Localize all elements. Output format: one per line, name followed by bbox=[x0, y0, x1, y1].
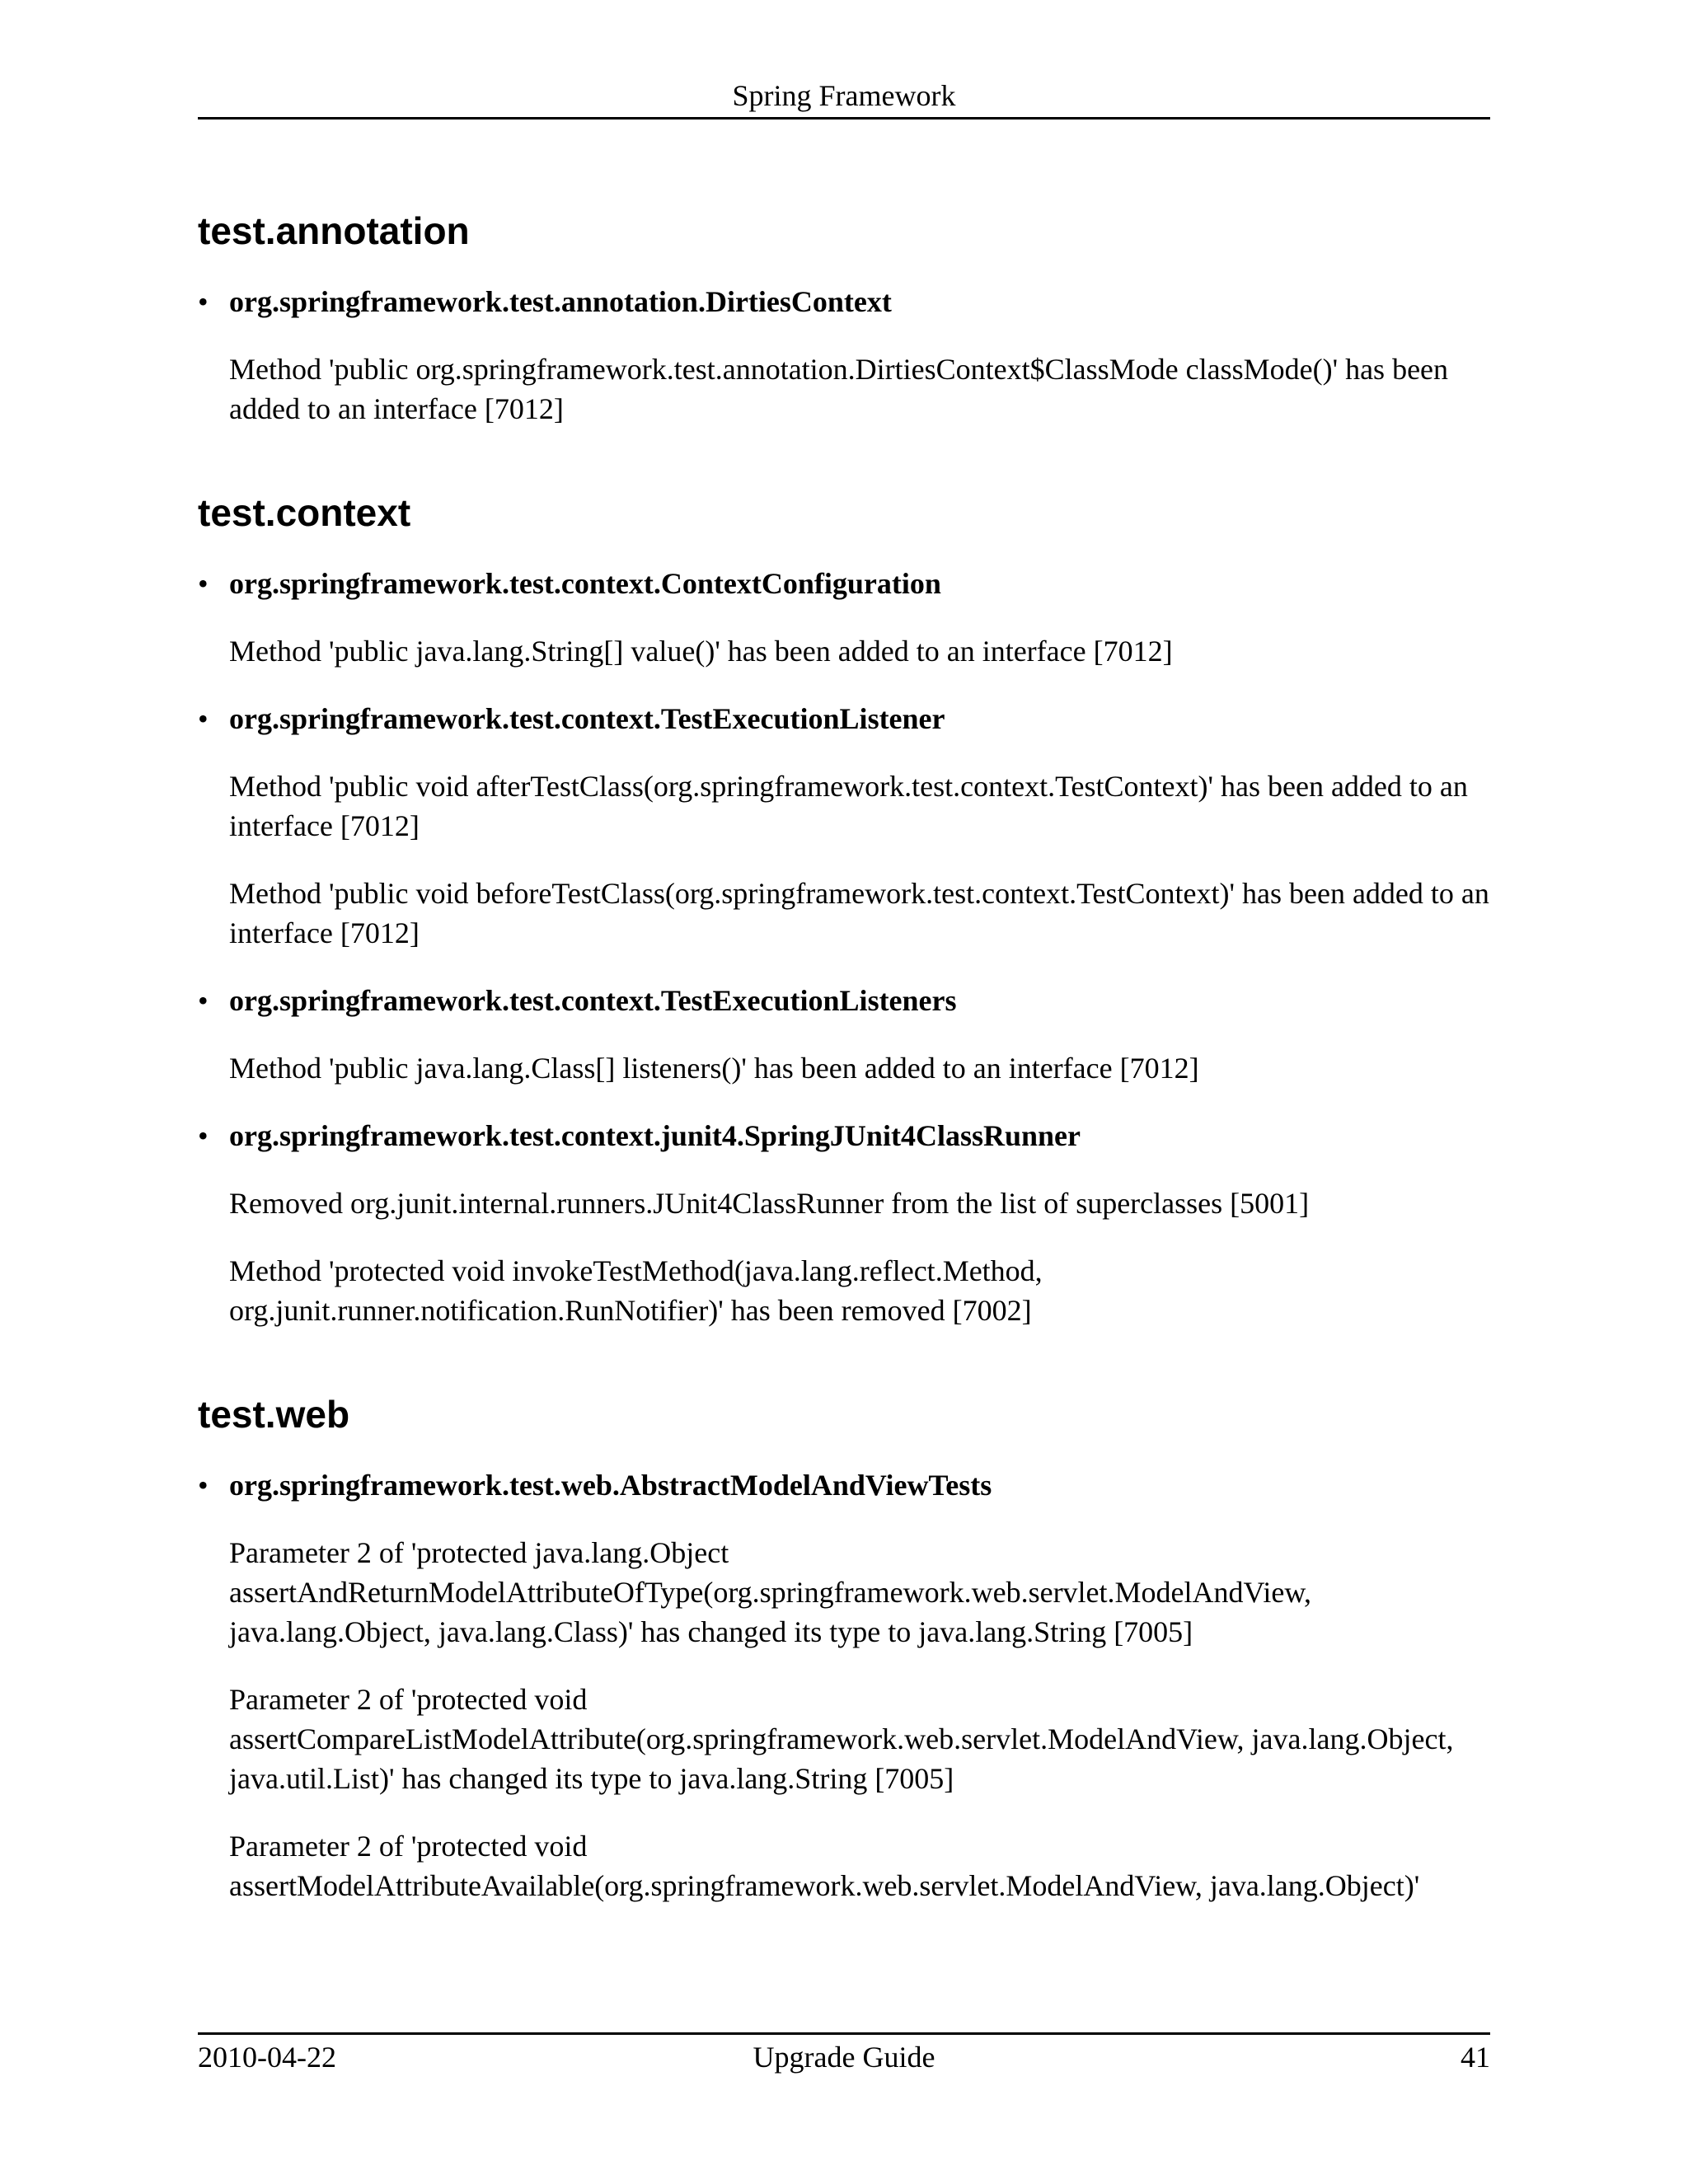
change-description: Removed org.junit.internal.runners.JUnit4ClassRunner from the list of superclasses [5001] bbox=[229, 1187, 1310, 1220]
class-name: org.springframework.test.context.ContextConfiguration bbox=[229, 567, 941, 600]
class-name: org.springframework.test.context.TestExecutionListeners bbox=[229, 984, 957, 1017]
footer-date: 2010-04-22 bbox=[198, 2041, 336, 2074]
bullet: • bbox=[198, 702, 209, 735]
section-test-context bbox=[198, 488, 1490, 1330]
change-description: Method 'public void afterTestClass(org.springframework.test.context.TestContext)' has been added to an interface [7012] bbox=[229, 770, 1468, 842]
class-name: org.springframework.test.web.AbstractModelAndViewTests bbox=[229, 1469, 992, 1502]
change-description: Parameter 2 of 'protected void assertCompareListModelAttribute(org.springframework.web.servlet.ModelAndView, java.lang.Object, java.util.List)' has changed its type to java.lang.String [7005] bbox=[229, 1683, 1454, 1795]
change-description: Parameter 2 of 'protected void assertModelAttributeAvailable(org.springframework.web.servlet.ModelAndView, java.lang.Object)' bbox=[229, 1830, 1420, 1902]
change-description: Method 'protected void invokeTestMethod(java.lang.reflect.Method, org.junit.runner.notification.RunNotifier)' has been removed [7002] bbox=[229, 1254, 1043, 1327]
bullet: • bbox=[198, 567, 209, 600]
bullet: • bbox=[198, 984, 209, 1017]
class-entry bbox=[198, 564, 1490, 671]
change-description: Method 'public void beforeTestClass(org.springframework.test.context.TestContext)' has been added to an interface [7012] bbox=[229, 877, 1489, 949]
change-description: Parameter 2 of 'protected java.lang.Object assertAndReturnModelAttributeOfType(org.springframework.web.servlet.ModelAndView, java.lang.Object, java.lang.Class)' has changed its type to java.lang.String [7005] bbox=[229, 1536, 1311, 1648]
class-name: org.springframework.test.context.TestExecutionListener bbox=[229, 702, 945, 735]
page-header: Spring Framework bbox=[732, 79, 956, 112]
bullet: • bbox=[198, 1469, 209, 1502]
class-entry bbox=[198, 1116, 1490, 1330]
class-entry bbox=[198, 1465, 1490, 1905]
class-name: org.springframework.test.context.junit4.SpringJUnit4ClassRunner bbox=[229, 1119, 1081, 1152]
footer-doc-title: Upgrade Guide bbox=[753, 2041, 935, 2074]
class-entry bbox=[198, 699, 1490, 953]
class-name: org.springframework.test.annotation.DirtiesContext bbox=[229, 285, 892, 318]
header-rule bbox=[198, 117, 1490, 120]
bullet: • bbox=[198, 1119, 209, 1152]
section-title: test.annotation bbox=[198, 209, 470, 252]
change-description: Method 'public org.springframework.test.annotation.DirtiesContext$ClassMode classMode()' has been added to an interface [7012] bbox=[229, 353, 1449, 425]
section-test-annotation bbox=[198, 206, 1490, 429]
class-entry bbox=[198, 282, 1490, 429]
section-title: test.context bbox=[198, 491, 411, 534]
section-title: test.web bbox=[198, 1393, 350, 1436]
page-content bbox=[198, 206, 1490, 1933]
page-number: 41 bbox=[1461, 2041, 1490, 2074]
footer-rule bbox=[198, 2032, 1490, 2035]
class-entry bbox=[198, 981, 1490, 1088]
bullet: • bbox=[198, 285, 209, 318]
section-test-web bbox=[198, 1390, 1490, 1905]
change-description: Method 'public java.lang.String[] value()' has been added to an interface [7012] bbox=[229, 635, 1173, 668]
change-description: Method 'public java.lang.Class[] listeners()' has been added to an interface [7012] bbox=[229, 1052, 1199, 1085]
